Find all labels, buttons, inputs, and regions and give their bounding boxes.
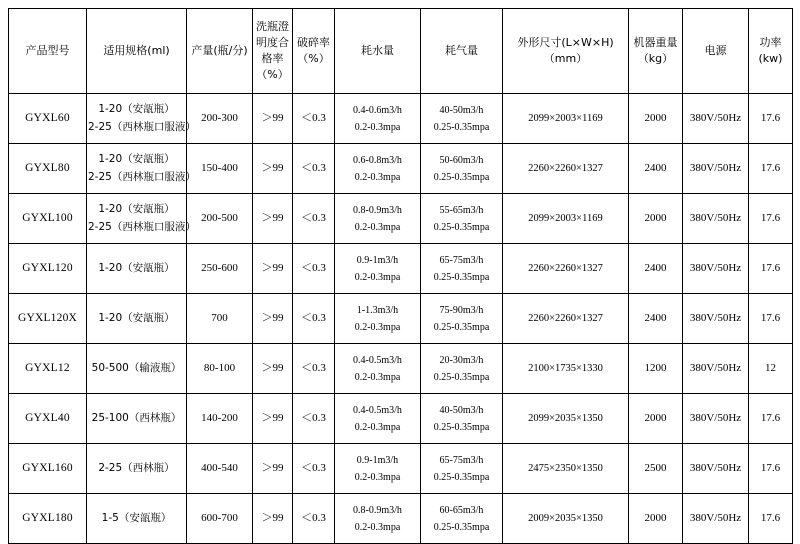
table-body (9, 94, 793, 544)
cell-weight: 2400 (629, 144, 683, 194)
cell-gas-consumption (421, 494, 503, 544)
table-row (9, 244, 793, 294)
column-header-breakage-rate: 破碎率（%） (293, 9, 335, 94)
cell-clarity-rate: ＞99 (253, 394, 293, 444)
water-line: 0.2-0.3mpa (354, 321, 401, 333)
cell-power-supply: 380V/50Hz (683, 294, 749, 344)
cell-power: 17.6 (749, 294, 793, 344)
cell-water-consumption (335, 244, 421, 294)
water-line: 0.9-1m3/h (356, 454, 399, 466)
cell-power: 17.6 (749, 244, 793, 294)
cell-water-consumption (335, 494, 421, 544)
water-line: 0.2-0.3mpa (354, 421, 401, 433)
column-header-water-consumption: 耗水量 (335, 9, 421, 94)
gas-line: 60-65m3/h (439, 504, 484, 516)
spec-line: 1-20（安瓿瓶） (98, 102, 175, 115)
cell-spec (87, 144, 196, 194)
gas-line: 0.25-0.35mpa (433, 321, 490, 333)
cell-dimensions: 2009×2035×1350 (503, 494, 629, 544)
gas-line: 20-30m3/h (439, 354, 484, 366)
table-row (9, 194, 793, 244)
cell-gas-consumption (421, 394, 503, 444)
cell-output: 140-200 (187, 394, 253, 444)
cell-clarity-rate: ＞99 (253, 494, 293, 544)
gas-line: 0.25-0.35mpa (433, 521, 490, 533)
table-row (9, 394, 793, 444)
gas-line: 0.25-0.35mpa (433, 171, 490, 183)
water-line: 0.8-0.9m3/h (353, 504, 402, 516)
water-line: 0.4-0.5m3/h (353, 404, 402, 416)
cell-breakage-rate: ＜0.3 (293, 194, 335, 244)
cell-power-supply: 380V/50Hz (683, 344, 749, 394)
column-header-output: 产量(瓶/分) (187, 9, 253, 94)
cell-output: 200-500 (187, 194, 253, 244)
spec-line: 2-25（西林瓶口服液） (88, 220, 196, 233)
cell-clarity-rate: ＞99 (253, 194, 293, 244)
cell-spec (87, 344, 187, 394)
cell-dimensions: 2100×1735×1330 (503, 344, 629, 394)
cell-breakage-rate: ＜0.3 (293, 444, 335, 494)
cell-dimensions: 2475×2350×1350 (503, 444, 629, 494)
cell-gas-consumption (421, 194, 503, 244)
cell-weight: 2000 (629, 494, 683, 544)
spec-line: 1-20（安瓿瓶） (98, 261, 175, 274)
spec-line: 50-500（输液瓶） (91, 361, 182, 374)
specification-sheet (8, 8, 792, 544)
water-line: 0.2-0.3mpa (354, 171, 401, 183)
gas-line: 0.25-0.35mpa (433, 271, 490, 283)
cell-dimensions: 2099×2003×1169 (503, 194, 629, 244)
cell-output: 150-400 (187, 144, 253, 194)
cell-power-supply: 380V/50Hz (683, 144, 749, 194)
cell-spec (87, 294, 187, 344)
cell-water-consumption (335, 444, 421, 494)
cell-clarity-rate: ＞99 (253, 344, 293, 394)
cell-weight: 2000 (629, 394, 683, 444)
water-line: 0.4-0.6m3/h (353, 104, 402, 116)
cell-spec (87, 494, 187, 544)
cell-power: 17.6 (749, 94, 793, 144)
cell-model: GYXL160 (9, 444, 87, 494)
cell-water-consumption (335, 344, 421, 394)
cell-clarity-rate: ＞99 (253, 94, 293, 144)
water-line: 0.2-0.3mpa (354, 371, 401, 383)
water-line: 0.4-0.5m3/h (353, 354, 402, 366)
cell-power: 17.6 (749, 394, 793, 444)
gas-line: 40-50m3/h (439, 104, 484, 116)
cell-weight: 2500 (629, 444, 683, 494)
cell-spec (87, 94, 196, 144)
column-header-model: 产品型号 (9, 9, 87, 94)
cell-dimensions: 2260×2260×1327 (503, 244, 629, 294)
cell-spec (87, 194, 196, 244)
water-line: 0.2-0.3mpa (354, 521, 401, 533)
spec-line: 1-5（安瓿瓶） (101, 511, 172, 524)
cell-water-consumption (335, 144, 421, 194)
water-line: 0.2-0.3mpa (354, 271, 401, 283)
cell-dimensions: 2260×2260×1327 (503, 144, 629, 194)
water-line: 0.6-0.8m3/h (353, 154, 402, 166)
cell-gas-consumption (421, 294, 503, 344)
cell-clarity-rate: ＞99 (253, 244, 293, 294)
cell-model: GYXL12 (9, 344, 87, 394)
column-header-power: 功率(kw) (749, 9, 793, 94)
spec-line: 1-20（安瓿瓶） (98, 202, 175, 215)
gas-line: 0.25-0.35mpa (433, 471, 490, 483)
cell-power: 17.6 (749, 494, 793, 544)
cell-model: GYXL120 (9, 244, 87, 294)
gas-line: 50-60m3/h (439, 154, 484, 166)
cell-model: GYXL180 (9, 494, 87, 544)
cell-weight: 2400 (629, 244, 683, 294)
gas-line: 0.25-0.35mpa (433, 421, 490, 433)
cell-weight: 2000 (629, 194, 683, 244)
water-line: 0.9-1m3/h (356, 254, 399, 266)
cell-spec (87, 244, 187, 294)
table-header (9, 9, 793, 94)
cell-weight: 2400 (629, 294, 683, 344)
cell-breakage-rate: ＜0.3 (293, 244, 335, 294)
gas-line: 55-65m3/h (439, 204, 484, 216)
cell-power-supply: 380V/50Hz (683, 394, 749, 444)
cell-water-consumption (335, 94, 421, 144)
cell-clarity-rate: ＞99 (253, 444, 293, 494)
cell-gas-consumption (421, 94, 503, 144)
cell-spec (87, 444, 187, 494)
cell-clarity-rate: ＞99 (253, 294, 293, 344)
cell-gas-consumption (421, 244, 503, 294)
cell-spec (87, 394, 187, 444)
cell-dimensions: 2260×2260×1327 (503, 294, 629, 344)
cell-breakage-rate: ＜0.3 (293, 494, 335, 544)
cell-breakage-rate: ＜0.3 (293, 294, 335, 344)
gas-line: 0.25-0.35mpa (433, 221, 490, 233)
cell-model: GYXL80 (9, 144, 87, 194)
column-header-gas-consumption: 耗气量 (421, 9, 503, 94)
cell-clarity-rate: ＞99 (253, 144, 293, 194)
cell-output: 600-700 (187, 494, 253, 544)
gas-line: 0.25-0.35mpa (433, 121, 490, 133)
gas-line: 75-90m3/h (439, 304, 484, 316)
column-header-weight: 机器重量（kg） (629, 9, 683, 94)
spec-line: 25-100（西林瓶） (91, 411, 182, 424)
water-line: 0.2-0.3mpa (354, 221, 401, 233)
table-row (9, 344, 793, 394)
cell-power-supply: 380V/50Hz (683, 194, 749, 244)
water-line: 0.2-0.3mpa (354, 471, 401, 483)
cell-power-supply: 380V/50Hz (683, 444, 749, 494)
spec-line: 1-20（安瓿瓶） (98, 311, 175, 324)
table-row (9, 494, 793, 544)
cell-weight: 1200 (629, 344, 683, 394)
cell-power-supply: 380V/50Hz (683, 94, 749, 144)
gas-line: 65-75m3/h (439, 454, 484, 466)
cell-weight: 2000 (629, 94, 683, 144)
cell-power: 12 (749, 344, 793, 394)
cell-dimensions: 2099×2035×1350 (503, 394, 629, 444)
cell-power: 17.6 (749, 444, 793, 494)
cell-water-consumption (335, 194, 421, 244)
cell-model: GYXL60 (9, 94, 87, 144)
cell-gas-consumption (421, 144, 503, 194)
table-row (9, 144, 793, 194)
cell-output: 80-100 (187, 344, 253, 394)
cell-power-supply: 380V/50Hz (683, 494, 749, 544)
column-header-spec: 适用规格(ml) (87, 9, 187, 94)
cell-water-consumption (335, 394, 421, 444)
cell-output: 400-540 (187, 444, 253, 494)
water-line: 0.8-0.9m3/h (353, 204, 402, 216)
cell-gas-consumption (421, 344, 503, 394)
cell-model: GYXL100 (9, 194, 87, 244)
cell-breakage-rate: ＜0.3 (293, 94, 335, 144)
table-row (9, 94, 793, 144)
water-line: 0.2-0.3mpa (354, 121, 401, 133)
cell-output: 250-600 (187, 244, 253, 294)
cell-breakage-rate: ＜0.3 (293, 144, 335, 194)
cell-power: 17.6 (749, 194, 793, 244)
spec-line: 2-25（西林瓶） (98, 461, 175, 474)
cell-output: 700 (187, 294, 253, 344)
spec-line: 2-25（西林瓶口服液） (88, 170, 196, 183)
table-row (9, 294, 793, 344)
table-row (9, 444, 793, 494)
cell-water-consumption (335, 294, 421, 344)
cell-model: GYXL40 (9, 394, 87, 444)
water-line: 1-1.3m3/h (356, 304, 399, 316)
spec-line: 1-20（安瓿瓶） (98, 152, 175, 165)
cell-power: 17.6 (749, 144, 793, 194)
specification-table (8, 8, 793, 544)
spec-line: 2-25（西林瓶口服液） (88, 120, 196, 133)
column-header-dimensions: 外形尺寸(L×W×H)（mm） (503, 9, 629, 94)
cell-power-supply: 380V/50Hz (683, 244, 749, 294)
gas-line: 40-50m3/h (439, 404, 484, 416)
cell-output: 200-300 (187, 94, 253, 144)
cell-breakage-rate: ＜0.3 (293, 344, 335, 394)
table-header-row (9, 9, 793, 94)
cell-dimensions: 2099×2003×1169 (503, 94, 629, 144)
cell-model: GYXL120X (9, 294, 87, 344)
cell-breakage-rate: ＜0.3 (293, 394, 335, 444)
gas-line: 0.25-0.35mpa (433, 371, 490, 383)
column-header-clarity-rate: 洗瓶澄明度合格率（%） (253, 9, 293, 94)
cell-gas-consumption (421, 444, 503, 494)
gas-line: 65-75m3/h (439, 254, 484, 266)
column-header-power-supply: 电源 (683, 9, 749, 94)
